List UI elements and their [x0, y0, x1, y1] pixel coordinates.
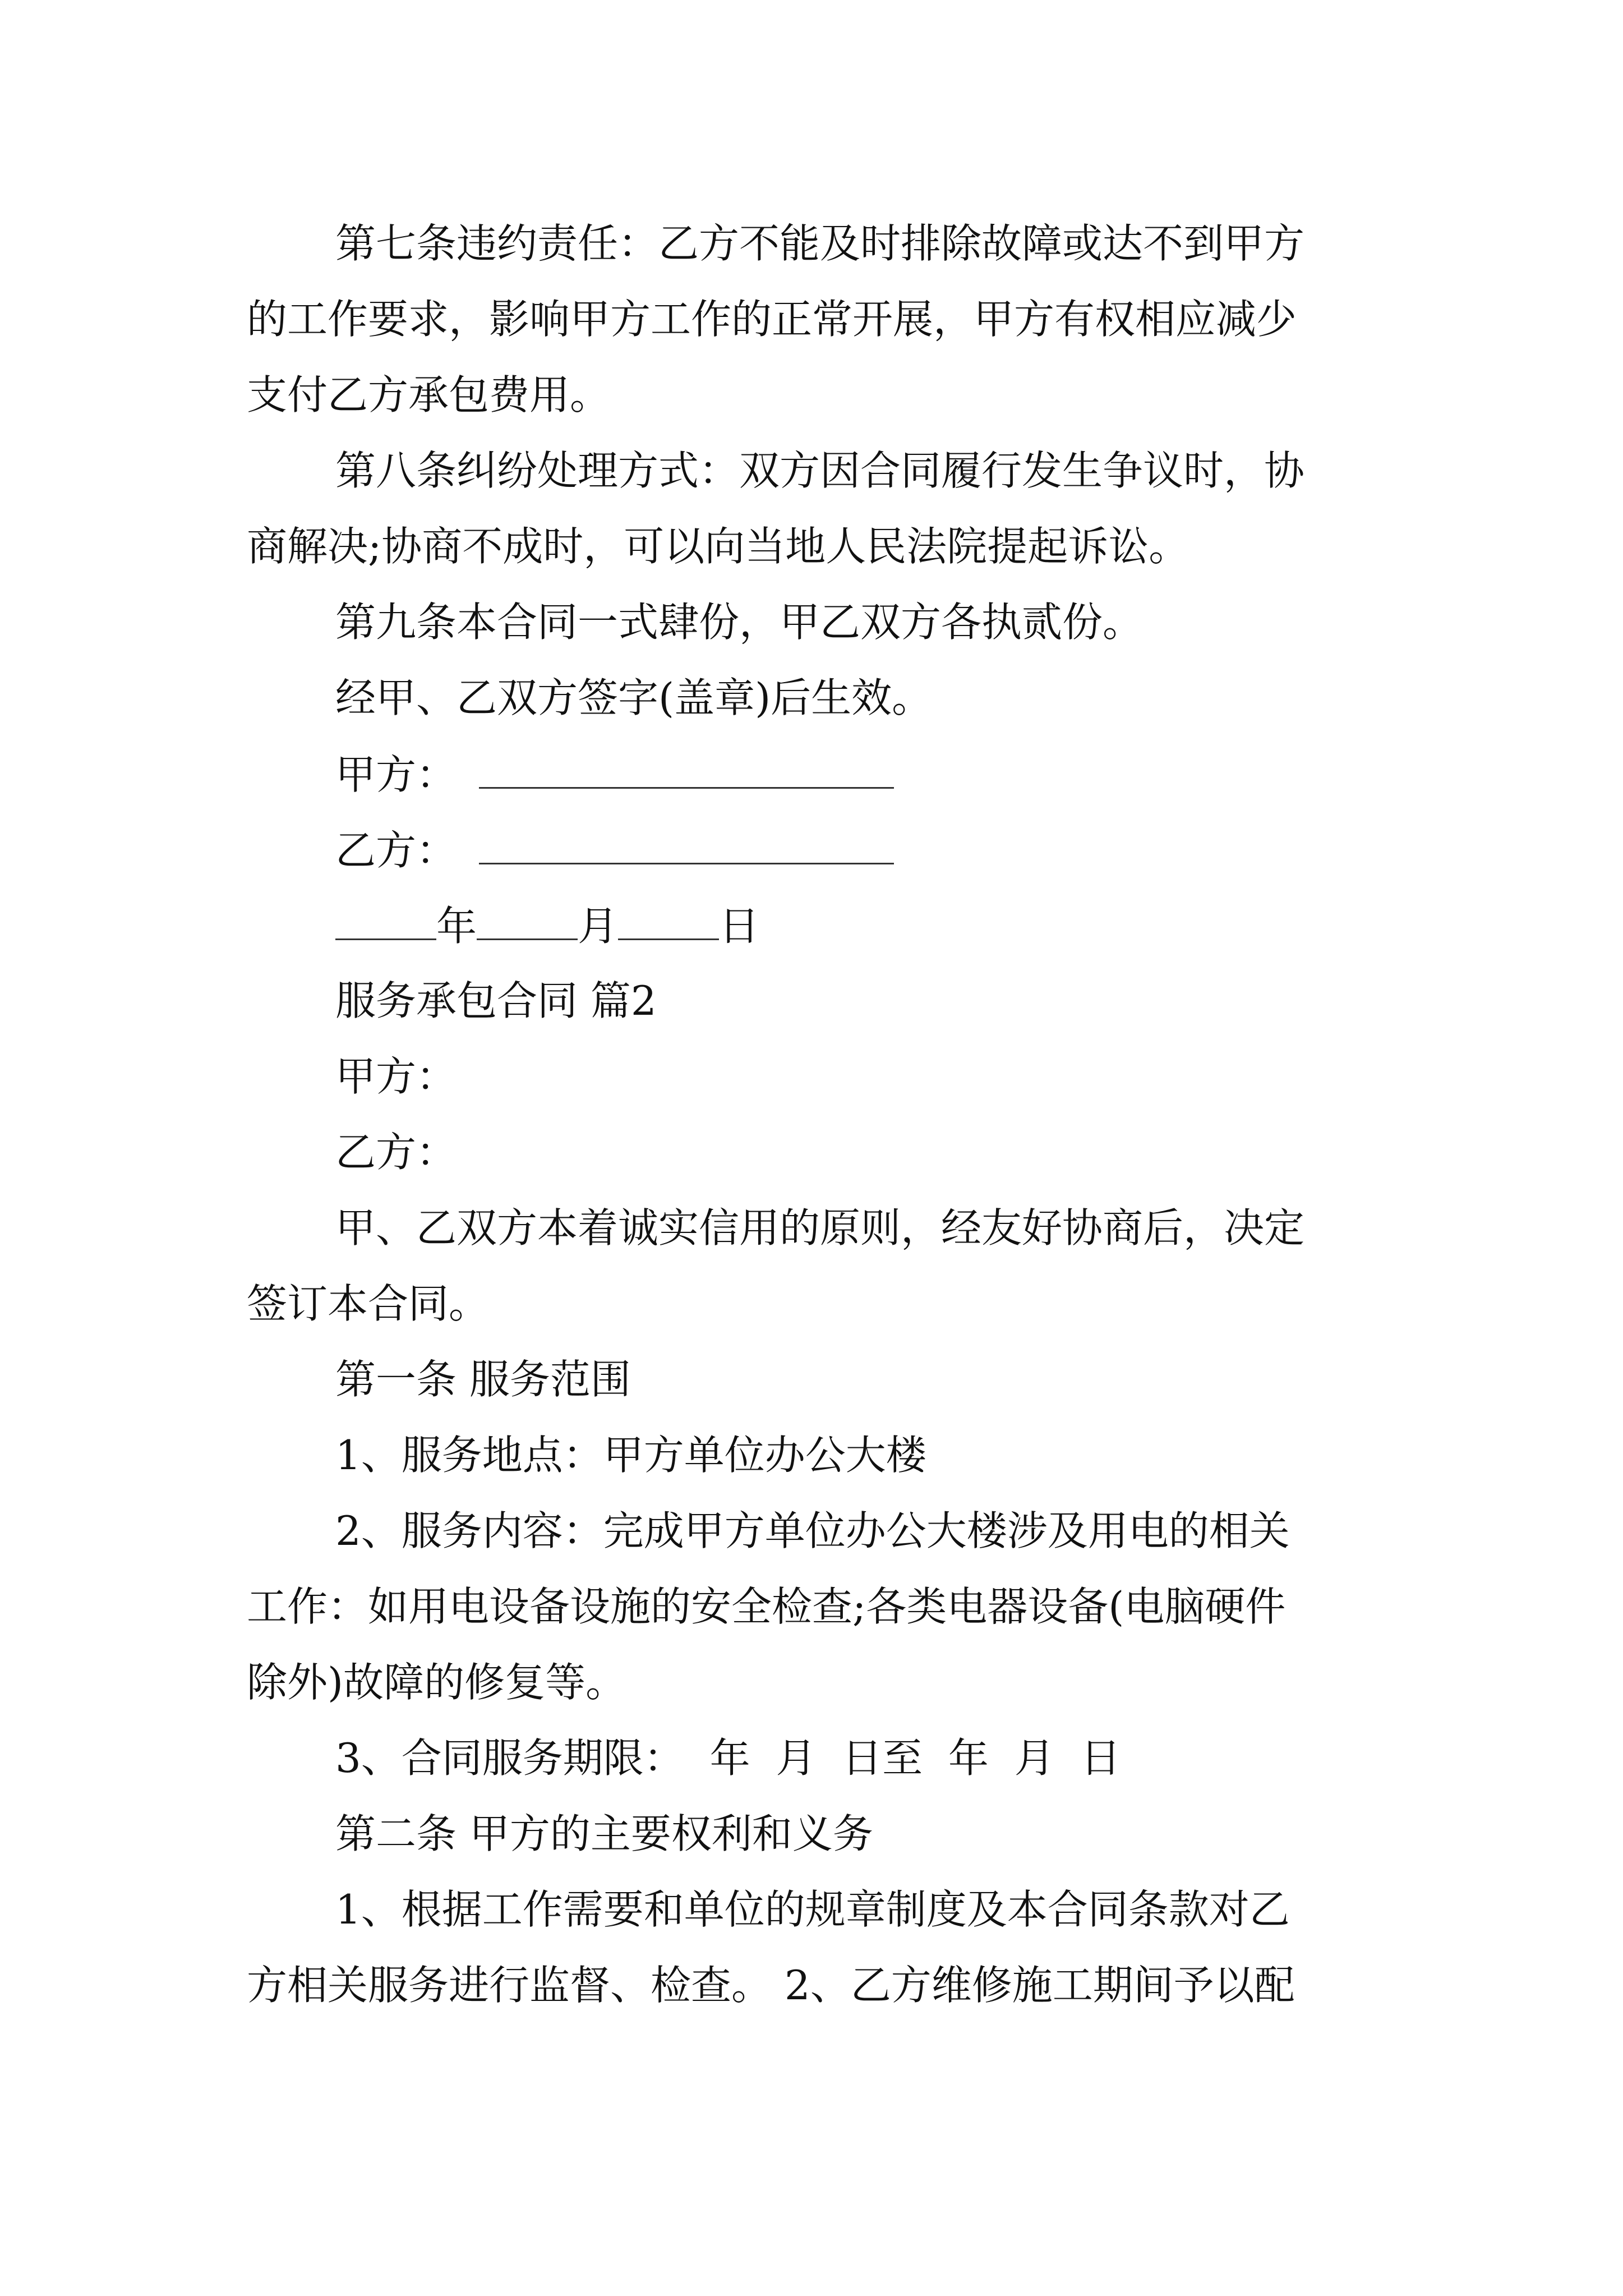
party-b-signature-blank [479, 829, 894, 864]
section-title-2: 服务承包合同 篇2 [335, 977, 657, 1024]
party-a-signature-blank [479, 753, 894, 789]
year-label: 年 [436, 903, 477, 950]
party-b-label: 乙方： [335, 1129, 457, 1176]
article-1-item-2-line-2: 工作：如用电设备设施的安全检查;各类电器设备(电脑硬件 [247, 1583, 1286, 1630]
party-b-signature-label: 乙方： [335, 827, 457, 874]
year-blank [335, 905, 436, 940]
article-8-line-2: 商解决;协商不成时，可以向当地人民法院提起诉讼。 [247, 523, 1189, 570]
party-a-label: 甲方： [335, 1053, 457, 1100]
article-1-item-2-line-3: 除外)故障的修复等。 [247, 1659, 626, 1706]
party-a-signature-label: 甲方： [335, 751, 457, 798]
month-label: 月 [578, 903, 619, 950]
month-blank [477, 905, 578, 940]
party-a-signature-line [335, 751, 894, 798]
article-9: 第九条本合同一式肆份，甲乙双方各执贰份。 [335, 599, 1144, 646]
article-2-heading: 第二条 甲方的主要权利和义务 [335, 1810, 873, 1857]
signature-date-line [335, 903, 760, 950]
article-7-line-3: 支付乙方承包费用。 [247, 371, 611, 418]
day-label: 日 [719, 903, 760, 950]
article-7-line-1: 第七条违约责任：乙方不能及时排除故障或达不到甲方 [335, 220, 1305, 267]
article-1-item-1: 1、服务地点：甲方单位办公大楼 [335, 1432, 926, 1479]
article-1-item-2-line-1: 2、服务内容：完成甲方单位办公大楼涉及用电的相关 [335, 1507, 1290, 1554]
day-blank [618, 905, 719, 940]
effective-clause: 经甲、乙双方签字(盖章)后生效。 [335, 674, 933, 721]
intro-line-2: 签订本合同。 [247, 1280, 490, 1327]
article-1-item-3: 3、合同服务期限： 年 月 日至 年 月 日 [335, 1734, 1121, 1782]
intro-line-1: 甲、乙双方本着诚实信用的原则，经友好协商后，决定 [335, 1204, 1305, 1251]
article-8-line-1: 第八条纠纷处理方式：双方因合同履行发生争议时，协 [335, 447, 1305, 494]
party-b-signature-line [335, 827, 894, 874]
article-2-item-1-line-1: 1、根据工作需要和单位的规章制度及本合同条款对乙 [335, 1886, 1290, 1933]
article-2-item-1-line-2: 方相关服务进行监督、检查。 2、乙方维修施工期间予以配 [247, 1962, 1295, 2009]
article-1-heading: 第一条 服务范围 [335, 1356, 631, 1403]
article-7-line-2: 的工作要求，影响甲方工作的正常开展，甲方有权相应减少 [247, 296, 1297, 343]
